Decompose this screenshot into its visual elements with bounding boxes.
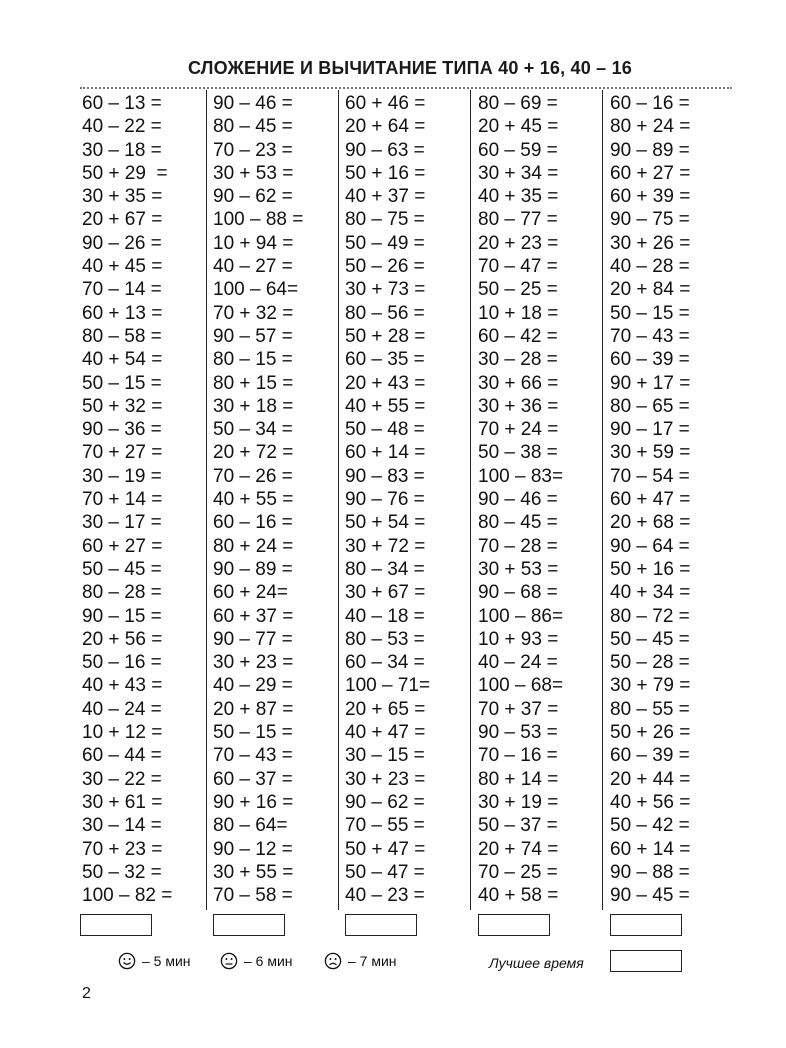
exercise-item: 70 – 54 = — [610, 465, 690, 487]
exercise-item: 100 – 82 = — [82, 885, 173, 907]
exercise-item: 30 + 61 = — [82, 791, 163, 813]
exercise-item: 50 + 26 = — [610, 722, 691, 744]
exercise-item: 90 – 53 = — [478, 722, 558, 744]
exercise-item: 80 – 34 = — [345, 558, 425, 580]
exercise-item: 90 + 16 = — [213, 791, 294, 813]
exercise-item: 40 – 27 = — [213, 256, 293, 278]
exercise-item: 90 – 76 = — [345, 489, 425, 511]
exercise-item: 50 – 26 = — [345, 256, 425, 278]
exercise-item: 90 – 46 = — [213, 93, 293, 114]
exercise-column-3 — [345, 92, 430, 907]
column-divider — [470, 90, 471, 910]
exercise-item: 60 – 16 = — [610, 93, 690, 114]
exercise-item: 50 – 15 = — [610, 302, 690, 324]
exercise-item: 50 – 47 = — [345, 861, 425, 883]
exercise-item: 50 – 32 = — [82, 861, 162, 883]
time-box-column-2[interactable] — [213, 914, 285, 936]
exercise-item: 10 + 18 = — [478, 302, 559, 324]
exercise-item: 60 – 39 = — [610, 745, 690, 767]
exercise-item: 90 – 83 = — [345, 465, 425, 487]
exercise-item: 20 + 65 = — [345, 698, 426, 720]
exercise-column-5 — [610, 92, 690, 907]
exercise-item: 50 + 28 = — [345, 325, 426, 347]
exercise-item: 70 – 55 = — [345, 815, 425, 837]
exercise-item: 20 + 44 = — [610, 768, 691, 790]
exercise-item: 30 – 28 = — [478, 349, 558, 371]
exercise-item: 30 + 72 = — [345, 535, 426, 557]
time-box-column-3[interactable] — [345, 914, 417, 936]
exercise-item: 50 + 54 = — [345, 512, 426, 534]
exercise-item: 40 + 54 = — [82, 349, 163, 371]
exercise-item: 60 + 24= — [213, 582, 289, 604]
exercise-item: 30 + 73 = — [345, 279, 426, 301]
exercise-item: 30 – 18 = — [82, 139, 162, 161]
exercise-item: 80 – 15 = — [213, 349, 293, 371]
exercise-item: 70 – 25 = — [478, 861, 558, 883]
exercise-item: 60 + 14 = — [345, 442, 426, 464]
exercise-item: 50 – 15 = — [82, 372, 162, 394]
exercise-item: 90 – 75 = — [610, 209, 690, 231]
best-time-label: Лучшее время — [489, 955, 584, 971]
exercise-item: 80 + 24 = — [610, 116, 691, 138]
exercise-item: 60 – 35 = — [345, 349, 425, 371]
exercise-item: 60 + 39 = — [610, 186, 691, 208]
exercise-item: 70 – 47 = — [478, 256, 558, 278]
exercise-item: 70 + 14 = — [82, 489, 163, 511]
exercise-item: 60 – 34 = — [345, 652, 425, 674]
exercise-item: 40 – 24 = — [478, 652, 558, 674]
legend-item-6min — [220, 952, 293, 970]
exercise-item: 80 – 45 = — [478, 512, 558, 534]
exercise-item: 40 + 35 = — [478, 186, 559, 208]
exercise-item: 90 – 57 = — [213, 325, 293, 347]
exercise-item: 10 + 12 = — [82, 722, 163, 744]
exercise-item: 30 + 23 = — [213, 652, 294, 674]
neutral-face-icon — [220, 952, 238, 970]
exercise-item: 50 + 16 = — [610, 558, 691, 580]
exercise-item: 50 – 34 = — [213, 419, 293, 441]
exercise-item: 20 + 84 = — [610, 279, 691, 301]
exercise-item: 50 – 45 = — [82, 558, 162, 580]
exercise-item: 50 + 47 = — [345, 838, 426, 860]
exercise-item: 50 + 32 = — [82, 395, 163, 417]
exercise-item: 40 + 45 = — [82, 256, 163, 278]
exercise-item: 40 + 34 = — [610, 582, 691, 604]
exercise-item: 90 – 26 = — [82, 232, 162, 254]
exercise-item: 80 – 53 = — [345, 628, 425, 650]
exercise-item: 50 + 29 = — [82, 162, 168, 184]
exercise-item: 80 – 65 = — [610, 395, 690, 417]
exercise-item: 90 – 45 = — [610, 885, 690, 907]
exercise-item: 70 – 23 = — [213, 139, 293, 161]
exercise-item: 30 + 66 = — [478, 372, 559, 394]
exercise-item: 90 – 77 = — [213, 628, 293, 650]
exercise-item: 30 + 35 = — [82, 186, 163, 208]
exercise-item: 30 – 19 = — [82, 465, 162, 487]
exercise-item: 60 – 16 = — [213, 512, 293, 534]
exercise-item: 90 – 68 = — [478, 582, 558, 604]
exercise-item: 20 + 64 = — [345, 116, 426, 138]
exercise-item: 80 – 75 = — [345, 209, 425, 231]
exercise-item: 20 + 68 = — [610, 512, 691, 534]
exercise-item: 60 + 14 = — [610, 838, 691, 860]
exercise-item: 20 + 72 = — [213, 442, 294, 464]
exercise-item: 10 + 93 = — [478, 628, 559, 650]
exercise-item: 40 + 55 = — [213, 489, 294, 511]
exercise-column-2 — [213, 92, 303, 907]
exercise-item: 70 – 43 = — [610, 325, 690, 347]
exercise-item: 40 + 58 = — [478, 885, 559, 907]
exercise-item: 80 – 77 = — [478, 209, 558, 231]
time-box-column-4[interactable] — [478, 914, 550, 936]
exercise-item: 10 + 94 = — [213, 232, 294, 254]
column-divider — [206, 90, 207, 910]
exercise-item: 20 + 67 = — [82, 209, 163, 231]
exercise-item: 90 – 64 = — [610, 535, 690, 557]
exercise-item: 60 – 39 = — [610, 349, 690, 371]
exercise-item: 100 – 83= — [478, 465, 564, 487]
smile-face-icon — [118, 952, 136, 970]
exercise-item: 60 – 42 = — [478, 325, 558, 347]
legend-text: – 6 мин — [244, 953, 293, 969]
exercise-item: 20 + 87 = — [213, 698, 294, 720]
page-number: 2 — [82, 985, 91, 1002]
exercise-item: 40 + 56 = — [610, 791, 691, 813]
exercise-item: 50 + 16 = — [345, 162, 426, 184]
exercise-item: 60 + 37 = — [213, 605, 294, 627]
exercise-item: 100 – 71= — [345, 675, 431, 697]
exercise-item: 30 + 19 = — [478, 791, 559, 813]
column-divider — [338, 90, 339, 910]
exercise-item: 40 + 43 = — [82, 675, 163, 697]
dotted-divider — [80, 87, 732, 89]
exercise-item: 100 – 68= — [478, 675, 564, 697]
exercise-item: 60 + 13 = — [82, 302, 163, 324]
exercise-column-4 — [478, 92, 563, 907]
exercise-item: 70 – 16 = — [478, 745, 558, 767]
exercise-item: 70 – 43 = — [213, 745, 293, 767]
exercise-item: 30 + 36 = — [478, 395, 559, 417]
legend-item-7min — [324, 952, 397, 970]
exercise-item: 30 + 67 = — [345, 582, 426, 604]
exercise-item: 100 – 64= — [213, 279, 299, 301]
exercise-item: 100 – 88 = — [213, 209, 304, 231]
exercise-item: 40 – 23 = — [345, 885, 425, 907]
exercise-item: 50 – 45 = — [610, 628, 690, 650]
legend-item-5min — [118, 952, 191, 970]
exercise-item: 50 – 16 = — [82, 652, 162, 674]
exercise-item: 30 + 53 = — [213, 162, 294, 184]
exercise-item: 80 – 45 = — [213, 116, 293, 138]
best-time-box[interactable] — [610, 950, 682, 972]
exercise-item: 80 + 15 = — [213, 372, 294, 394]
exercise-item: 50 – 37 = — [478, 815, 558, 837]
exercise-item: 30 – 22 = — [82, 768, 162, 790]
exercise-item: 40 + 47 = — [345, 722, 426, 744]
exercise-item: 80 – 55 = — [610, 698, 690, 720]
exercise-item: 20 + 23 = — [478, 232, 559, 254]
exercise-item: 70 + 32 = — [213, 302, 294, 324]
exercise-item: 30 + 18 = — [213, 395, 294, 417]
exercise-item: 60 + 46 = — [345, 93, 426, 114]
exercise-item: 50 – 28 = — [610, 652, 690, 674]
exercise-item: 60 – 37 = — [213, 768, 293, 790]
exercise-item: 30 + 79 = — [610, 675, 691, 697]
exercise-item: 90 – 63 = — [345, 139, 425, 161]
exercise-item: 80 – 72 = — [610, 605, 690, 627]
legend-text: – 5 мин — [142, 953, 191, 969]
exercise-item: 40 – 24 = — [82, 698, 162, 720]
exercise-item: 80 + 24 = — [213, 535, 294, 557]
exercise-item: 20 + 43 = — [345, 372, 426, 394]
exercise-item: 60 + 27 = — [610, 162, 691, 184]
exercise-item: 40 – 28 = — [610, 256, 690, 278]
exercise-item: 40 – 22 = — [82, 116, 162, 138]
page-title: СЛОЖЕНИЕ И ВЫЧИТАНИЕ ТИПА 40 + 16, 40 – 16 — [188, 58, 632, 78]
exercise-item: 80 – 64= — [213, 815, 288, 837]
exercise-item: 40 + 37 = — [345, 186, 426, 208]
exercise-item: 70 + 27 = — [82, 442, 163, 464]
exercise-item: 40 – 29 = — [213, 675, 293, 697]
exercise-item: 60 – 44 = — [82, 745, 162, 767]
exercise-item: 70 – 26 = — [213, 465, 293, 487]
exercise-column-1 — [82, 92, 172, 907]
exercise-item: 90 – 88 = — [610, 861, 690, 883]
exercise-item: 30 + 53 = — [478, 558, 559, 580]
exercise-item: 20 + 45 = — [478, 116, 559, 138]
sad-face-icon — [324, 952, 342, 970]
exercise-item: 70 + 23 = — [82, 838, 163, 860]
exercise-item: 90 – 15 = — [82, 605, 162, 627]
exercise-item: 30 + 59 = — [610, 442, 691, 464]
time-box-column-5[interactable] — [610, 914, 682, 936]
exercise-item: 70 + 37 = — [478, 698, 559, 720]
exercise-item: 90 – 89 = — [610, 139, 690, 161]
exercise-item: 30 + 34 = — [478, 162, 559, 184]
exercise-item: 80 – 69 = — [478, 93, 558, 114]
exercise-item: 50 – 15 = — [213, 722, 293, 744]
time-box-column-1[interactable] — [80, 914, 152, 936]
exercise-item: 60 + 47 = — [610, 489, 691, 511]
exercise-item: 90 – 62 = — [213, 186, 293, 208]
exercise-item: 60 – 13 = — [82, 93, 162, 114]
exercise-item: 30 – 14 = — [82, 815, 162, 837]
exercise-item: 80 + 14 = — [478, 768, 559, 790]
column-divider — [602, 90, 603, 910]
exercise-item: 80 – 56 = — [345, 302, 425, 324]
exercise-item: 40 + 55 = — [345, 395, 426, 417]
exercise-item: 90 – 12 = — [213, 838, 293, 860]
exercise-item: 60 – 59 = — [478, 139, 558, 161]
exercise-item: 20 + 56 = — [82, 628, 163, 650]
exercise-item: 70 – 28 = — [478, 535, 558, 557]
exercise-item: 30 + 55 = — [213, 861, 294, 883]
exercise-item: 90 – 46 = — [478, 489, 558, 511]
exercise-item: 30 + 23 = — [345, 768, 426, 790]
exercise-item: 90 – 17 = — [610, 419, 690, 441]
exercise-item: 30 – 17 = — [82, 512, 162, 534]
exercise-item: 50 – 48 = — [345, 419, 425, 441]
exercise-item: 40 – 18 = — [345, 605, 425, 627]
exercise-item: 50 – 42 = — [610, 815, 690, 837]
exercise-item: 50 – 38 = — [478, 442, 558, 464]
legend-text: – 7 мин — [348, 953, 397, 969]
exercise-item: 70 + 24 = — [478, 419, 559, 441]
exercise-item: 100 – 86= — [478, 605, 564, 627]
exercise-item: 50 – 49 = — [345, 232, 425, 254]
exercise-item: 20 + 74 = — [478, 838, 559, 860]
exercise-item: 50 – 25 = — [478, 279, 558, 301]
exercise-item: 70 – 14 = — [82, 279, 162, 301]
exercise-item: 80 – 58 = — [82, 325, 162, 347]
exercise-item: 30 + 26 = — [610, 232, 691, 254]
exercise-item: 60 + 27 = — [82, 535, 163, 557]
exercise-item: 90 – 36 = — [82, 419, 162, 441]
exercise-item: 90 + 17 = — [610, 372, 691, 394]
exercise-item: 90 – 62 = — [345, 791, 425, 813]
exercise-item: 80 – 28 = — [82, 582, 162, 604]
exercise-item: 30 – 15 = — [345, 745, 425, 767]
exercise-item: 70 – 58 = — [213, 885, 293, 907]
exercise-item: 90 – 89 = — [213, 558, 293, 580]
